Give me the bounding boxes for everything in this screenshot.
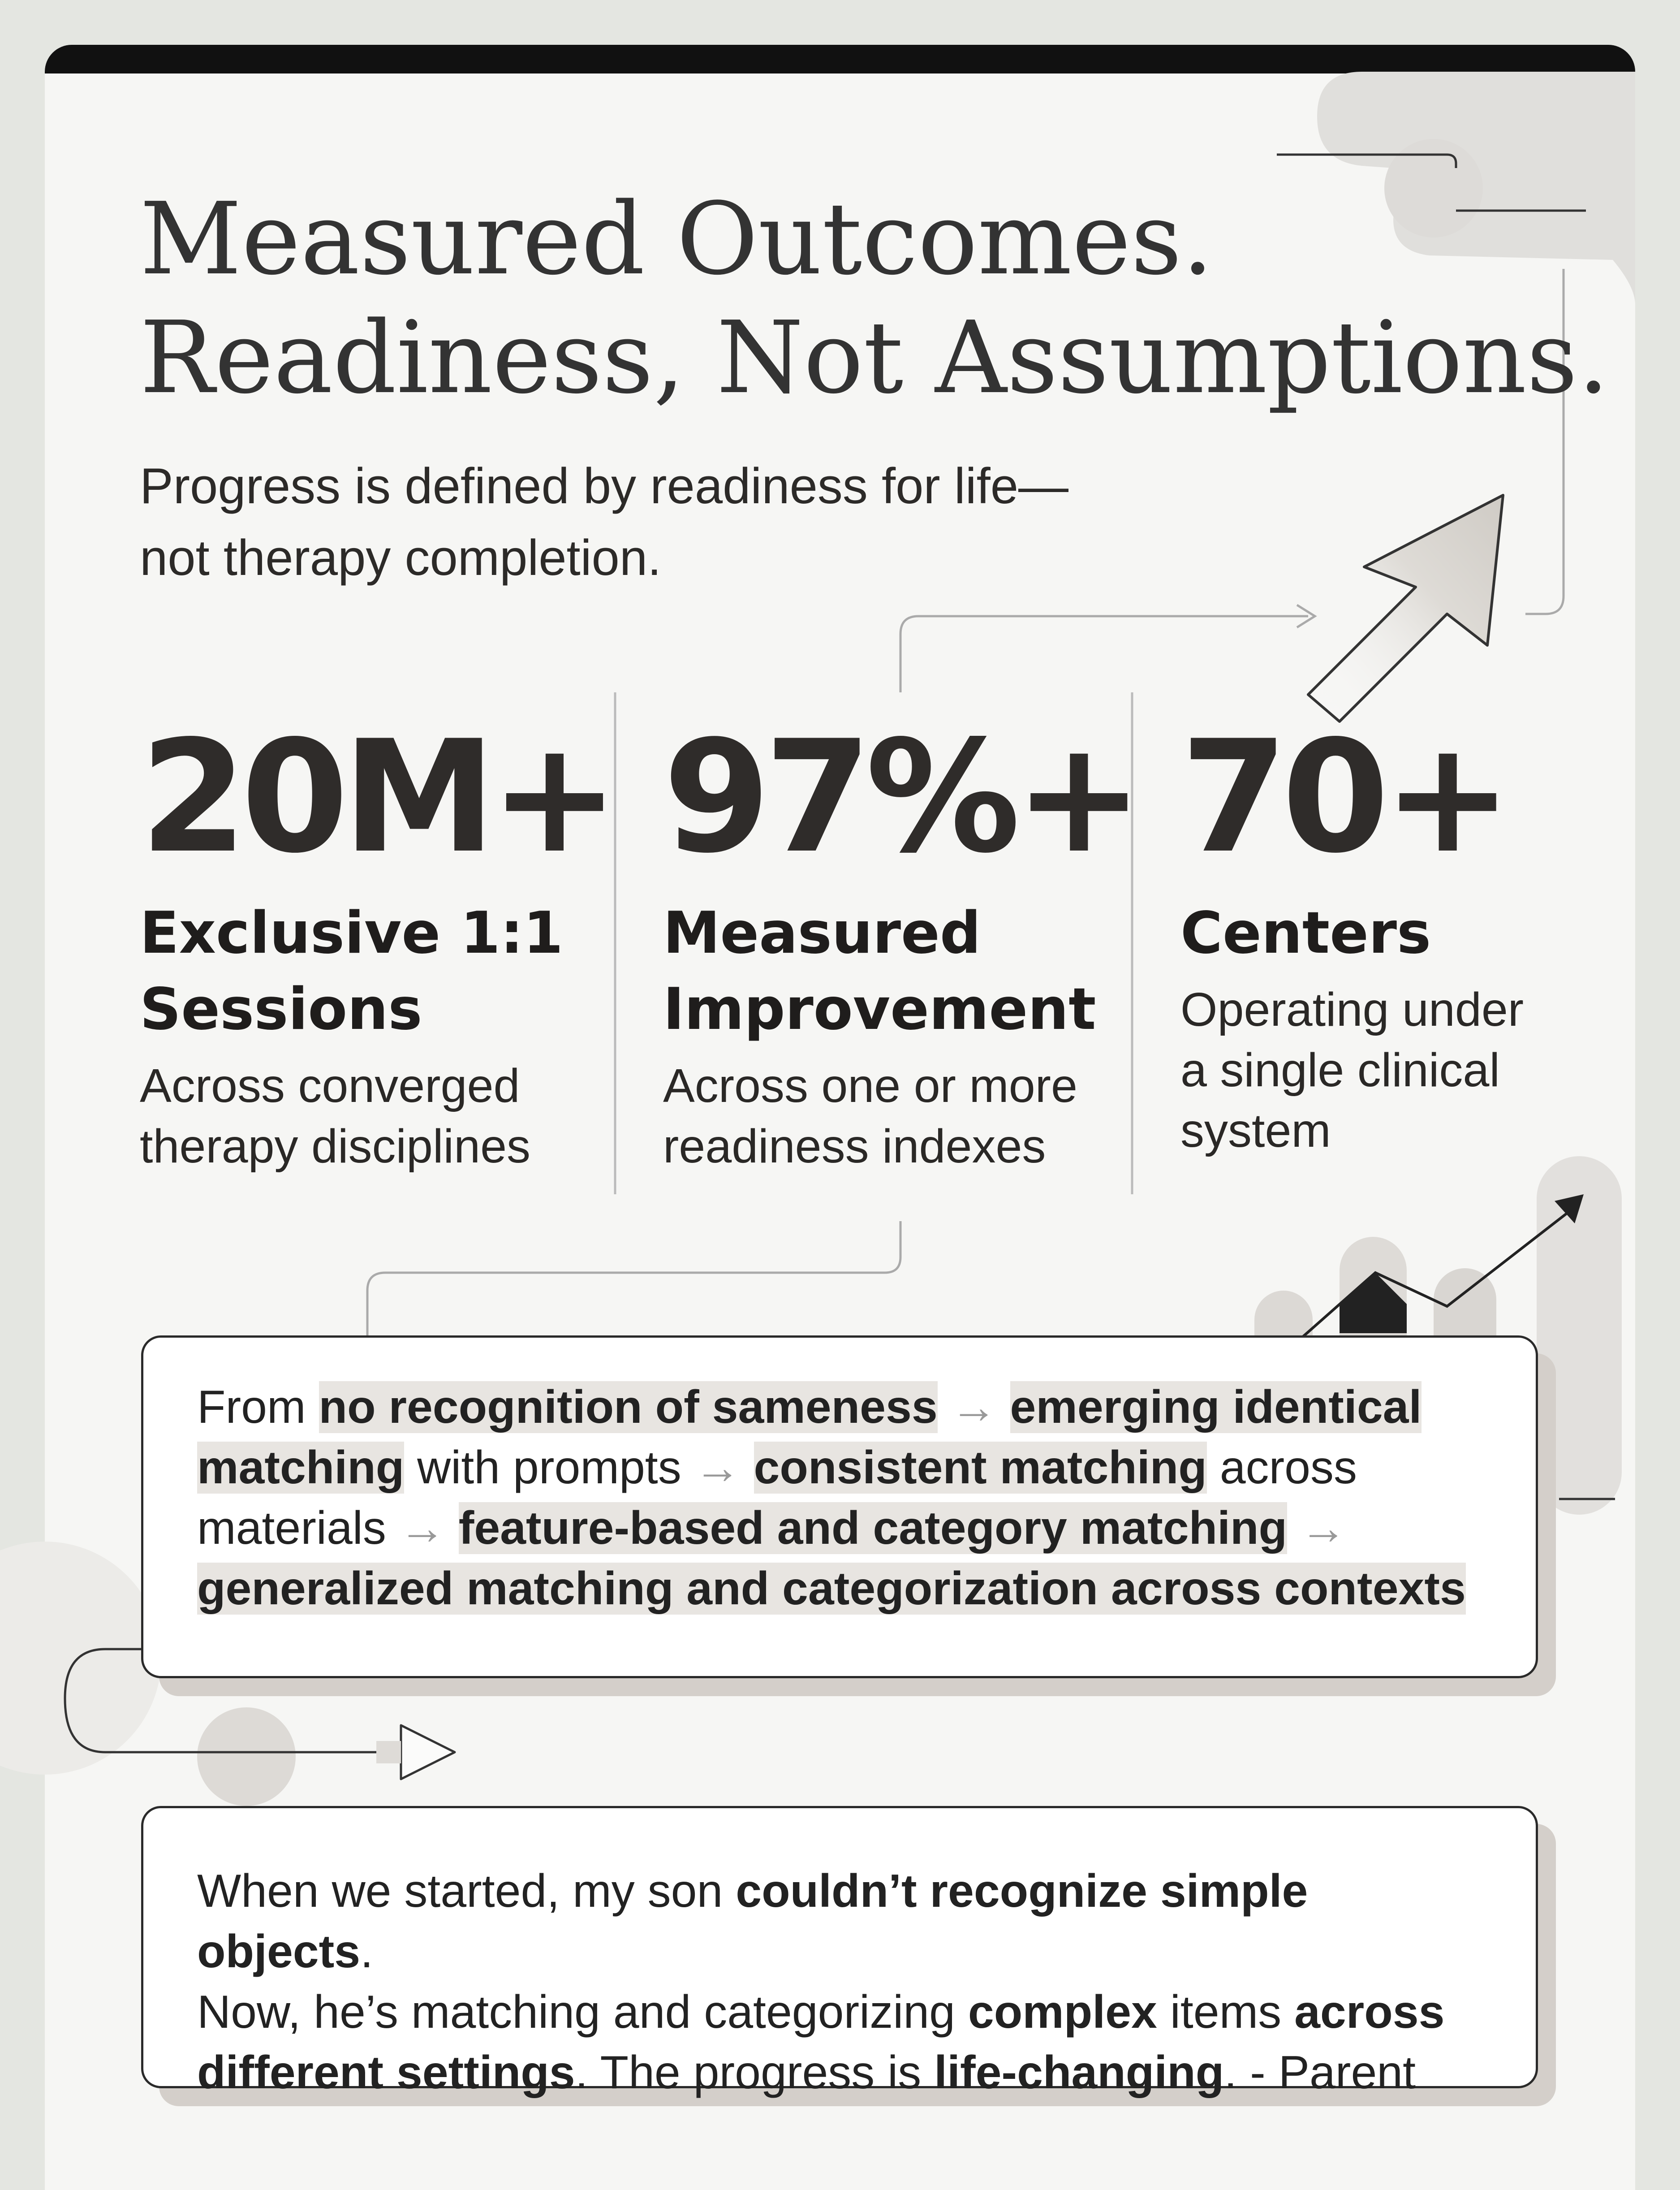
stat-label: Measured Improvement <box>663 900 1096 1043</box>
testimonial-box <box>141 1806 1538 2099</box>
journey-text: From no recognition of sameness → emerging identical matching with prompts → consistent matching across materials → feature-based and category matching → generalized matching and categorization across contexts <box>197 1381 1466 1615</box>
page-title <box>140 180 1609 418</box>
arrow-icon: → <box>950 1381 997 1433</box>
stat-label: Exclusive 1:1 Sessions <box>140 900 564 1043</box>
journey-step: no recognition of sameness <box>319 1381 938 1433</box>
stat-description: Across converged therapy disciplines <box>140 1059 531 1173</box>
stat-number: 70+ <box>1180 708 1507 887</box>
stat-number: 97%+ <box>663 708 1137 887</box>
journey-box <box>141 1335 1538 1678</box>
growth-arrow-icon <box>1308 495 1503 721</box>
subtitle-line: Progress is defined by readiness for life— <box>140 458 1068 514</box>
stat-improvement <box>663 708 1137 1177</box>
page-subtitle <box>140 450 1170 594</box>
stat-label: Centers <box>1180 900 1431 967</box>
arrow-icon: → <box>1300 1502 1347 1554</box>
stat-description: Across one or more readiness indexes <box>663 1059 1077 1173</box>
title-line: Measured Outcomes. <box>140 181 1214 297</box>
title-line: Readiness, Not Assumptions. <box>140 300 1610 416</box>
journey-step: emerging identical <box>1010 1381 1422 1433</box>
journey-step: feature-based and category matching <box>458 1502 1288 1554</box>
arrow-right-icon <box>401 1725 455 1779</box>
arrow-icon: → <box>399 1502 446 1554</box>
stat-number: 20M+ <box>140 708 613 887</box>
subtitle-line: not therapy completion. <box>140 530 662 586</box>
testimonial-text: When we started, my son couldn’t recognize simple objects. Now, he’s matching and categorizing complex items across different settings. The progress is life-changing. - Parent <box>197 1865 1445 2099</box>
journey-step: generalized matching and categorization across contexts <box>197 1563 1466 1615</box>
arrow-icon: → <box>694 1442 741 1494</box>
stat-description: Operating under a single clinical system <box>1180 983 1524 1157</box>
stat-centers <box>1180 708 1524 1161</box>
journey-step: consistent matching <box>754 1442 1207 1494</box>
journey-step: matching <box>197 1442 405 1494</box>
stat-sessions <box>140 708 613 1177</box>
